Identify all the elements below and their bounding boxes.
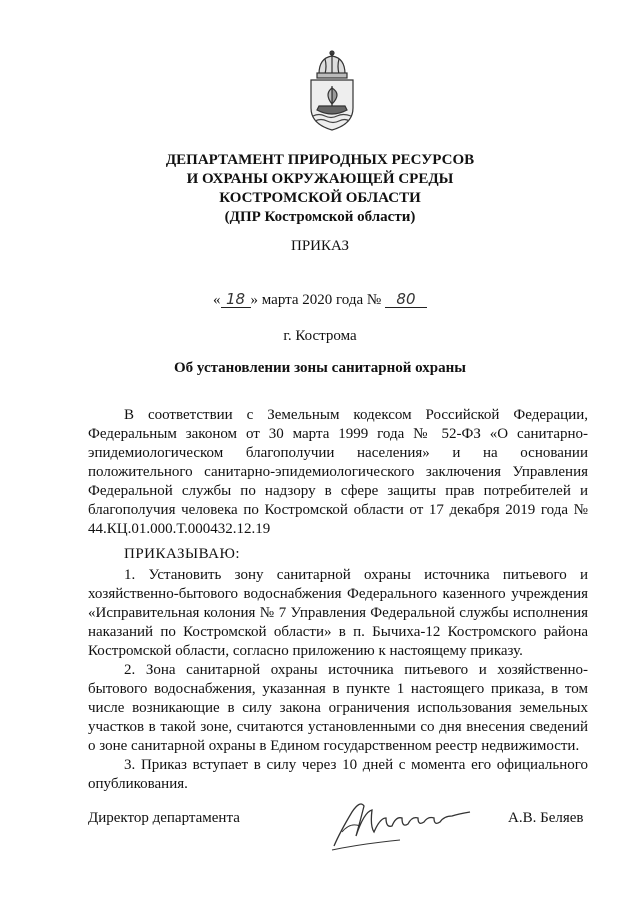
document-type-title: ПРИКАЗ: [291, 238, 349, 254]
coat-of-arms-emblem: [305, 50, 359, 132]
order-directive-word: ПРИКАЗЫВАЮ:: [124, 546, 241, 562]
signatory-name: А.В. Беляев: [508, 810, 584, 826]
preamble-paragraph: [88, 406, 588, 539]
department-line-3: КОСТРОМСКОЙ ОБЛАСТИ: [219, 190, 421, 206]
order-item-3: 3. Приказ вступает в силу через 10 дней с момента его официального опубликования.: [88, 757, 588, 792]
handwritten-order-number: 80: [385, 292, 427, 308]
date-open-quote: «: [213, 292, 221, 308]
order-subject: Об установлении зоны санитарной охраны: [173, 360, 466, 376]
city-line: г. Кострома: [283, 328, 357, 344]
department-line-2: И ОХРАНЫ ОКРУЖАЮЩЕЙ СРЕДЫ: [186, 171, 454, 187]
shield-icon: [311, 80, 353, 130]
department-line-1: ДЕПАРТАМЕНТ ПРИРОДНЫХ РЕСУРСОВ: [165, 152, 475, 168]
signatory-position: Директор департамента: [88, 810, 240, 826]
date-text: » марта 2020 года №: [250, 292, 382, 308]
crown-icon: [317, 51, 347, 78]
order-date-line: [60, 292, 580, 309]
department-abbreviation: (ДПР Костромской области): [224, 209, 416, 225]
handwritten-day: 18: [221, 292, 251, 308]
department-header: [60, 151, 580, 227]
handwritten-signature: [330, 792, 475, 852]
preamble-text: В соответствии с Земельным кодексом Российской Федерации, Федеральным законом от 30 марта 1999 года № 52-ФЗ «О санитарно-эпидемиологическом благополучии населения» и на основании положительного санитарно-эпидемиологического заключения Управления Федеральной службы по надзору в сфере защиты прав потребителей и благополучия человека по Костромской области от 17 декабря 2019 года № 44.КЦ.01.000.Т.000432.12.19: [88, 407, 588, 537]
order-item-1: 1. Установить зону санитарной охраны источника питьевого и хозяйственно-бытового водоснабжения Федерального казенного учреждения «Исправительная колония № 7 Управления Федеральной службы исполнения наказаний по Костромской области» в п. Бычиха-12 Костромского района Костромской области, согласно приложению к настоящему приказу.: [88, 567, 588, 659]
order-items: [88, 566, 588, 794]
order-item-2: 2. Зона санитарной охраны источника питьевого и хозяйственно-бытового водоснабжения, указанная в пункте 1 настоящего приказа, в том числе возникающие в силу закона ограничения использования земельных участков в такой зоне, считаются установленными со дня внесения сведений о зоне санитарной охраны в Едином государственном реестр недвижимости.: [88, 662, 588, 754]
